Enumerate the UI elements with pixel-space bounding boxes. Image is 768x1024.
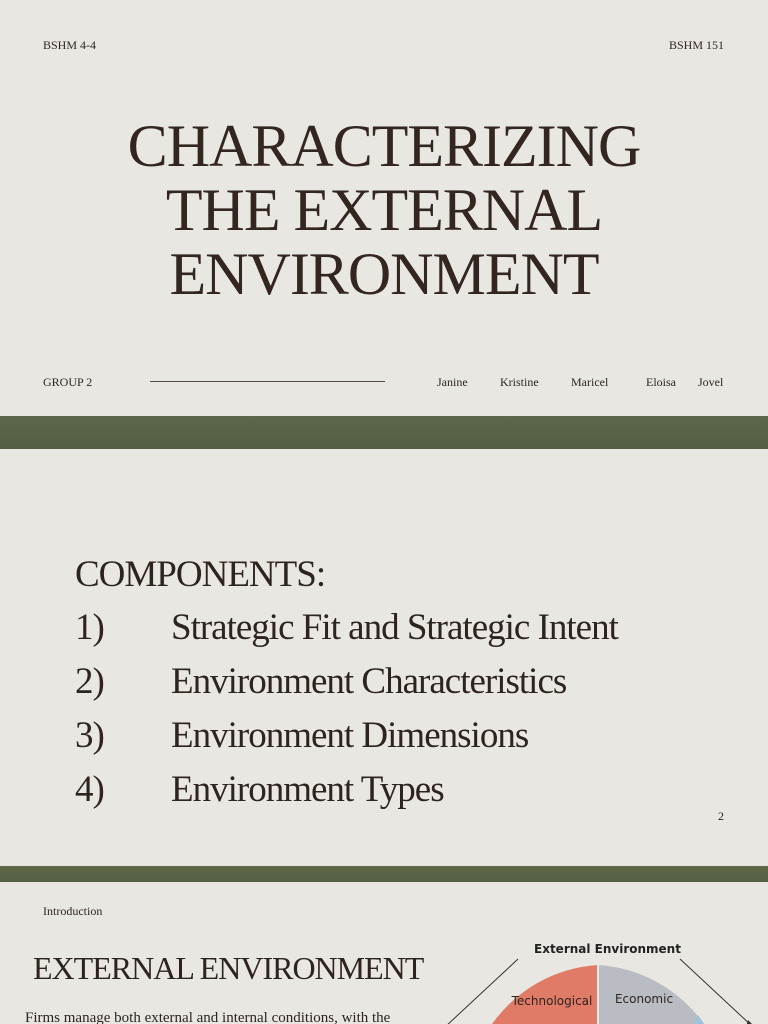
member-name: Eloisa — [646, 375, 676, 389]
diagram-title: External Environment — [534, 942, 681, 956]
slide-separator-band — [0, 416, 768, 449]
member-name: Kristine — [500, 375, 539, 389]
item-text: Environment Characteristics — [171, 661, 567, 702]
components-heading: COMPONENTS: — [75, 554, 326, 595]
item-number: 1) — [75, 607, 104, 648]
group-label: GROUP 2 — [43, 375, 93, 389]
body-text: Firms manage both external and internal conditions, with the — [25, 1010, 391, 1024]
item-number: 4) — [75, 769, 104, 810]
item-text: Strategic Fit and Strategic Intent — [171, 607, 618, 648]
arrow-head-right — [746, 1020, 756, 1024]
item-number: 2) — [75, 661, 104, 702]
item-text: Environment Dimensions — [171, 715, 529, 756]
components-slide — [0, 449, 768, 866]
title-line: ENVIRONMENT — [169, 241, 599, 307]
presentation-title — [0, 114, 768, 306]
divider-line — [150, 381, 385, 382]
segment-label: Economic — [614, 992, 674, 1006]
title-line: CHARACTERIZING — [127, 113, 641, 179]
title-line: THE EXTERNAL — [165, 177, 603, 243]
member-name: Jovel — [698, 375, 724, 389]
slide-separator-band — [0, 866, 768, 882]
segment-label: Technological — [511, 994, 593, 1008]
page-number: 2 — [718, 809, 724, 823]
title-slide — [0, 0, 768, 416]
member-name: Janine — [437, 375, 468, 389]
course-code-right: BSHM 151 — [668, 38, 724, 52]
external-environment-slide — [0, 882, 768, 1024]
member-name: Maricel — [571, 375, 609, 389]
slide-heading: EXTERNAL ENVIRONMENT — [33, 950, 424, 986]
item-number: 3) — [75, 715, 104, 756]
section-label: Introduction — [43, 904, 103, 918]
course-code-left: BSHM 4-4 — [43, 38, 97, 52]
item-text: Environment Types — [171, 769, 444, 810]
external-environment-diagram — [430, 937, 768, 1024]
diagram-graphic — [430, 937, 768, 1024]
